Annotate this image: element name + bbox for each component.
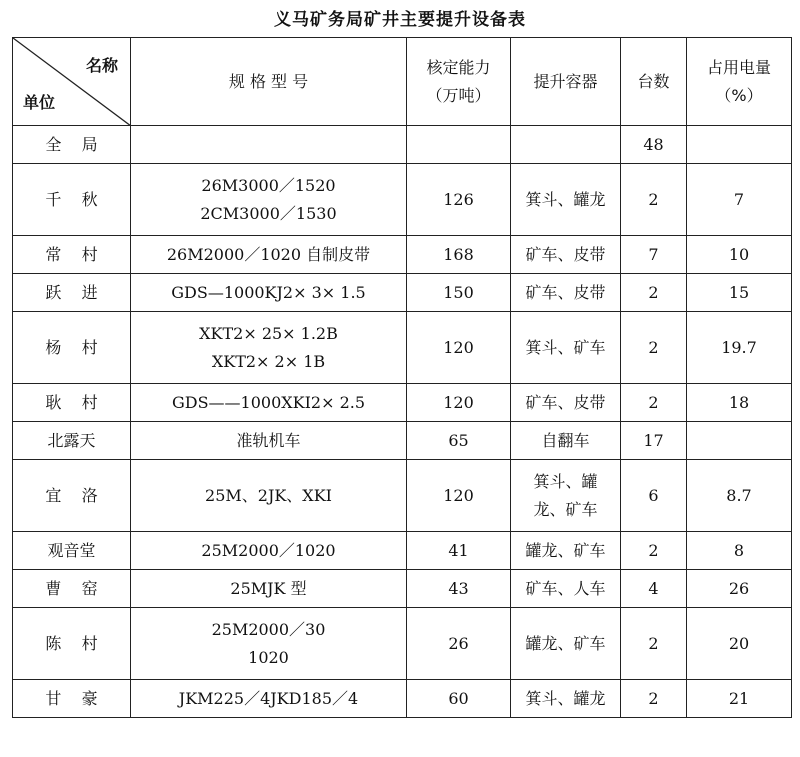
container-line: 罐龙、矿车 xyxy=(525,540,606,560)
spec-cell xyxy=(131,422,407,460)
spec-line: 1020 xyxy=(248,647,289,667)
spec-line: XKT2× 2× 1B xyxy=(211,351,326,371)
spec-cell xyxy=(131,274,407,312)
count-cell: 17 xyxy=(621,422,687,460)
spec-line: 26M3000／1520 xyxy=(201,175,336,195)
unit-cell: 宜 洛 xyxy=(13,460,131,532)
table-row xyxy=(13,460,792,532)
power-cell: 21 xyxy=(687,680,792,718)
table-row xyxy=(13,236,792,274)
power-cell: 20 xyxy=(687,608,792,680)
capacity-cell: 60 xyxy=(407,680,511,718)
power-cell: 8.7 xyxy=(687,460,792,532)
unit-cell: 耿 村 xyxy=(13,384,131,422)
header-capacity-line1: 核定能力 xyxy=(426,57,491,77)
unit-cell: 观音堂 xyxy=(13,532,131,570)
power-cell: 26 xyxy=(687,570,792,608)
power-cell: 19.7 xyxy=(687,312,792,384)
spec-cell xyxy=(131,384,407,422)
count-cell: 2 xyxy=(621,532,687,570)
spec-line: GDS——1000XKI2× 2.5 xyxy=(171,392,366,412)
container-line: 箕斗、罐龙 xyxy=(525,189,606,209)
capacity-cell: 120 xyxy=(407,384,511,422)
capacity-cell: 26 xyxy=(407,608,511,680)
count-cell: 4 xyxy=(621,570,687,608)
count-cell: 2 xyxy=(621,164,687,236)
spec-line: 25M2000／30 xyxy=(211,619,326,639)
capacity-cell: 150 xyxy=(407,274,511,312)
table-row xyxy=(13,126,792,164)
power-cell: 10 xyxy=(687,236,792,274)
unit-cell: 陈 村 xyxy=(13,608,131,680)
header-corner-cell xyxy=(13,38,131,126)
capacity-cell: 41 xyxy=(407,532,511,570)
table-row xyxy=(13,164,792,236)
spec-cell xyxy=(131,608,407,680)
count-cell: 6 xyxy=(621,460,687,532)
container-cell xyxy=(511,608,621,680)
header-count: 台数 xyxy=(621,38,687,126)
spec-cell xyxy=(131,164,407,236)
power-cell xyxy=(687,422,792,460)
container-line: 矿车、人车 xyxy=(525,578,606,598)
container-line: 自翻车 xyxy=(541,430,590,450)
unit-cell: 曹 窑 xyxy=(13,570,131,608)
capacity-cell: 126 xyxy=(407,164,511,236)
table-row xyxy=(13,532,792,570)
header-power-line1: 占用电量 xyxy=(706,57,771,77)
container-cell xyxy=(511,460,621,532)
power-cell xyxy=(687,126,792,164)
count-cell: 2 xyxy=(621,680,687,718)
unit-cell: 全 局 xyxy=(13,126,131,164)
table-row xyxy=(13,384,792,422)
spec-cell xyxy=(131,312,407,384)
container-cell xyxy=(511,126,621,164)
table-row xyxy=(13,422,792,460)
container-line: 箕斗、罐龙 xyxy=(525,688,606,708)
spec-cell xyxy=(131,460,407,532)
spec-line: 25MJK 型 xyxy=(230,578,307,598)
spec-cell xyxy=(131,236,407,274)
spec-cell xyxy=(131,532,407,570)
spec-line: 2CM3000／1530 xyxy=(200,203,337,223)
table-row xyxy=(13,608,792,680)
container-cell xyxy=(511,274,621,312)
spec-line: 25M、2JK、XKI xyxy=(205,485,332,505)
power-cell: 8 xyxy=(687,532,792,570)
count-cell: 7 xyxy=(621,236,687,274)
unit-cell: 甘 豪 xyxy=(13,680,131,718)
header-name-label: 名称 xyxy=(85,56,118,75)
container-line: 箕斗、矿车 xyxy=(525,337,606,357)
container-line: 龙、矿车 xyxy=(533,499,598,519)
container-line: 矿车、皮带 xyxy=(525,392,606,412)
container-line: 矿车、皮带 xyxy=(525,282,606,302)
header-row xyxy=(13,38,792,126)
capacity-cell: 168 xyxy=(407,236,511,274)
spec-cell xyxy=(131,126,407,164)
table-row xyxy=(13,274,792,312)
container-cell xyxy=(511,422,621,460)
spec-line: 准轨机车 xyxy=(236,430,301,450)
container-cell xyxy=(511,680,621,718)
spec-line: JKM225／4JKD185／4 xyxy=(178,688,359,708)
spec-line: XKT2× 25× 1.2B xyxy=(199,323,338,343)
count-cell: 2 xyxy=(621,312,687,384)
header-power xyxy=(687,38,792,126)
container-line: 罐龙、矿车 xyxy=(525,633,606,653)
header-container: 提升容器 xyxy=(511,38,621,126)
capacity-cell: 120 xyxy=(407,312,511,384)
table-row xyxy=(13,312,792,384)
capacity-cell: 43 xyxy=(407,570,511,608)
capacity-cell: 120 xyxy=(407,460,511,532)
container-cell xyxy=(511,312,621,384)
capacity-cell: 65 xyxy=(407,422,511,460)
power-cell: 15 xyxy=(687,274,792,312)
container-cell xyxy=(511,384,621,422)
unit-cell: 跃 进 xyxy=(13,274,131,312)
container-cell xyxy=(511,164,621,236)
container-line: 箕斗、罐 xyxy=(533,471,598,491)
table-row xyxy=(13,570,792,608)
table-title: 义马矿务局矿井主要提升设备表 xyxy=(274,10,526,30)
spec-line: GDS—1000KJ2× 3× 1.5 xyxy=(171,282,366,302)
spec-line: 26M2000／1020 自制皮带 xyxy=(166,244,371,264)
header-capacity xyxy=(407,38,511,126)
unit-cell: 千 秋 xyxy=(13,164,131,236)
unit-cell: 杨 村 xyxy=(13,312,131,384)
unit-cell: 北露天 xyxy=(13,422,131,460)
count-cell: 2 xyxy=(621,274,687,312)
count-cell: 2 xyxy=(621,384,687,422)
count-cell: 2 xyxy=(621,608,687,680)
unit-cell: 常 村 xyxy=(13,236,131,274)
header-power-line2: （%） xyxy=(715,85,763,105)
container-line: 矿车、皮带 xyxy=(525,244,606,264)
spec-cell xyxy=(131,680,407,718)
table-row xyxy=(13,680,792,718)
spec-line: 25M2000／1020 xyxy=(201,540,336,560)
container-cell xyxy=(511,570,621,608)
equipment-table xyxy=(12,37,792,718)
count-cell: 48 xyxy=(621,126,687,164)
container-cell xyxy=(511,532,621,570)
power-cell: 18 xyxy=(687,384,792,422)
spec-cell xyxy=(131,570,407,608)
header-unit-label: 单位 xyxy=(23,93,56,112)
header-capacity-line2: （万吨） xyxy=(426,85,491,105)
header-spec: 规 格 型 号 xyxy=(131,38,407,126)
container-cell xyxy=(511,236,621,274)
capacity-cell xyxy=(407,126,511,164)
power-cell: 7 xyxy=(687,164,792,236)
